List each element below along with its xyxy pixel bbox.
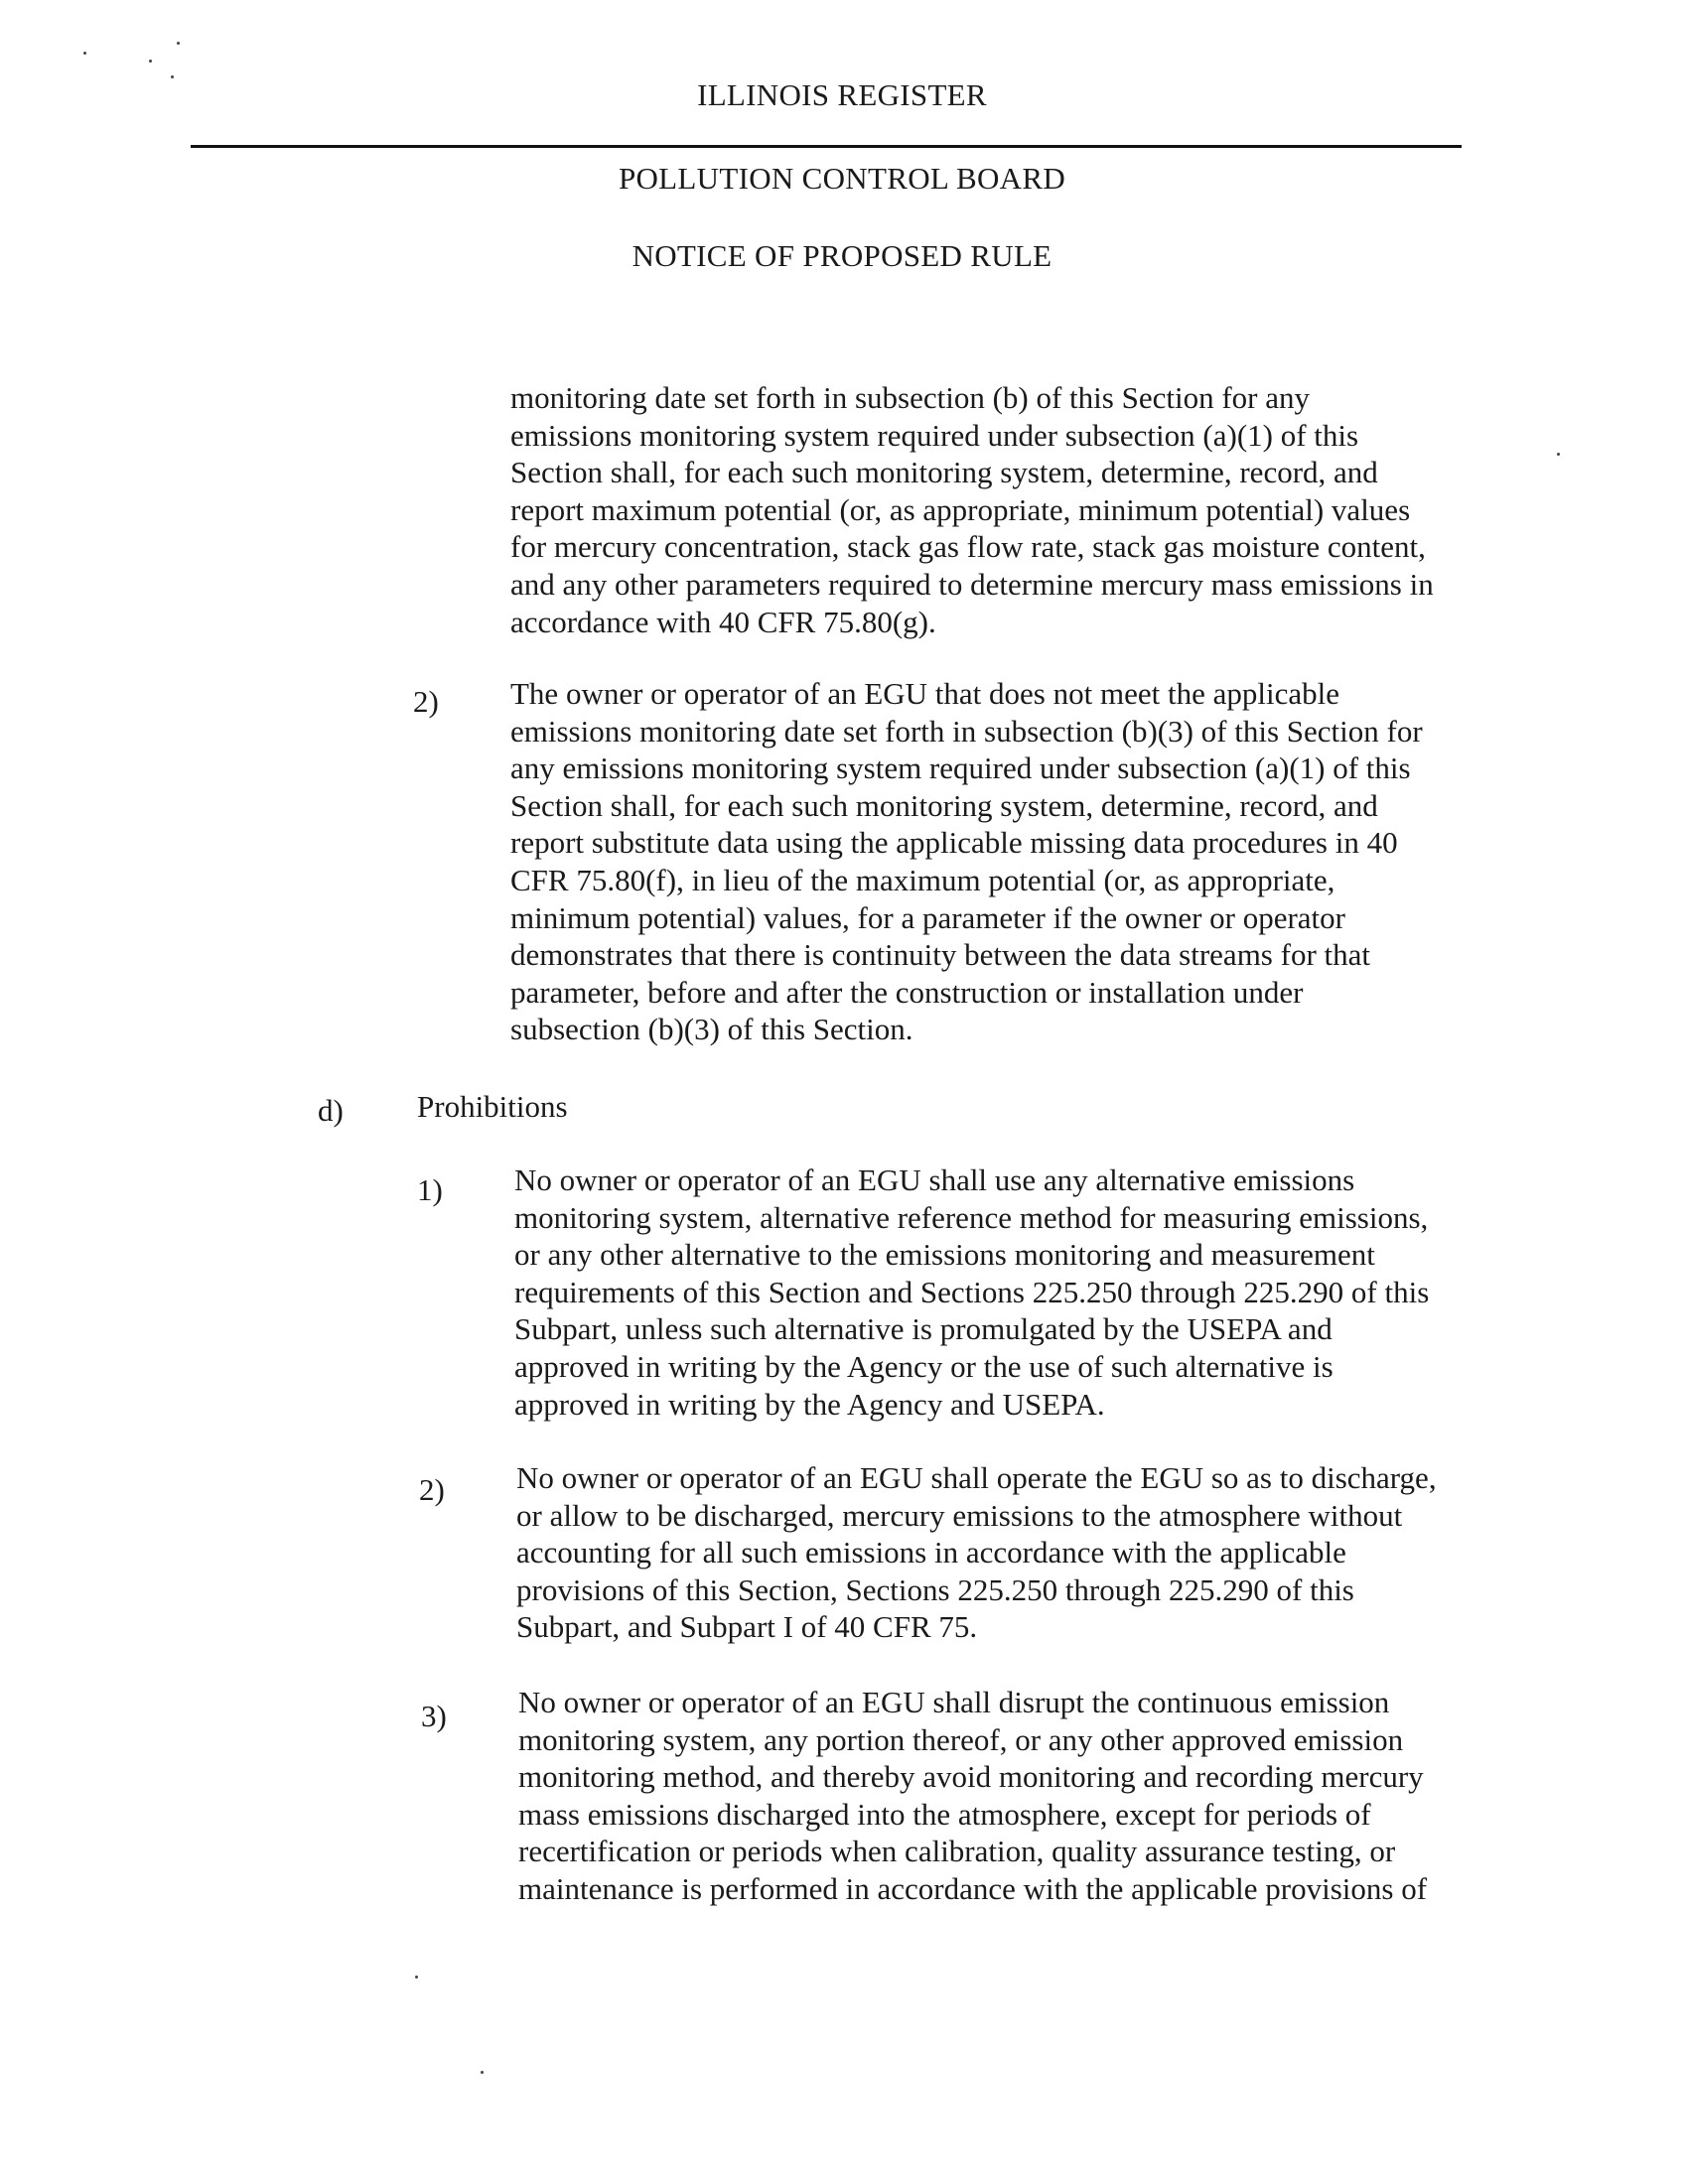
- text-line: report maximum potential (or, as appropriate, minimum potential) values: [510, 491, 1411, 527]
- text-line: maintenance is performed in accordance with the applicable provisions of: [518, 1870, 1428, 1906]
- text-line: subsection (b)(3) of this Section.: [510, 1012, 913, 1047]
- item-label: 3): [421, 1699, 447, 1733]
- text-line: provisions of this Section, Sections 225.250 through 225.290 of this: [516, 1571, 1354, 1607]
- item-label: 1): [417, 1172, 443, 1207]
- text-line: CFR 75.80(f), in lieu of the maximum potential (or, as appropriate,: [510, 862, 1335, 897]
- text-line: any emissions monitoring system required under subsection (a)(1) of this: [510, 751, 1411, 786]
- text-line: recertification or periods when calibration, quality assurance testing, or: [518, 1834, 1396, 1869]
- text-line: requirements of this Section and Sections 225.250 through 225.290 of this: [514, 1274, 1430, 1309]
- text-line: Section shall, for each such monitoring system, determine, record, and: [510, 455, 1378, 490]
- text-line: mass emissions discharged into the atmosphere, except for periods of: [518, 1796, 1371, 1832]
- text-line: or any other alternative to the emissions monitoring and measurement: [514, 1237, 1375, 1273]
- text-line: approved in writing by the Agency or the use of such alternative is: [514, 1348, 1333, 1384]
- text-line: monitoring date set forth in subsection (b) of this Section for any: [510, 380, 1310, 415]
- scan-speck: [83, 52, 86, 55]
- scan-speck: [481, 2071, 484, 2074]
- text-line: monitoring system, any portion thereof, or any other approved emission: [518, 1721, 1404, 1757]
- item-label: 2): [419, 1472, 445, 1507]
- item-label: 2): [413, 684, 439, 719]
- text-line: parameter, before and after the construction or installation under: [510, 974, 1304, 1010]
- text-line: No owner or operator of an EGU shall operate the EGU so as to discharge,: [516, 1460, 1437, 1495]
- section-label: d): [318, 1093, 344, 1128]
- text-line: monitoring method, and thereby avoid monitoring and recording mercury: [518, 1759, 1424, 1795]
- text-line: accordance with 40 CFR 75.80(g).: [510, 604, 936, 639]
- text-line: minimum potential) values, for a parameter if the owner or operator: [510, 899, 1345, 935]
- text-line: No owner or operator of an EGU shall use any alternative emissions: [514, 1162, 1355, 1197]
- text-line: Section shall, for each such monitoring system, determine, record, and: [510, 787, 1378, 823]
- register-title: ILLINOIS REGISTER: [697, 77, 987, 112]
- scan-speck: [149, 60, 152, 63]
- header-rule: [191, 145, 1462, 148]
- text-line: for mercury concentration, stack gas flow rate, stack gas moisture content,: [510, 529, 1426, 565]
- item-paragraph: [514, 1161, 1429, 1423]
- text-line: report substitute data using the applicable missing data procedures in 40: [510, 825, 1398, 861]
- text-line: approved in writing by the Agency and USEPA.: [514, 1386, 1105, 1422]
- item-paragraph: [516, 1459, 1437, 1646]
- board-title: POLLUTION CONTROL BOARD: [618, 161, 1066, 196]
- text-line: Subpart, unless such alternative is promulgated by the USEPA and: [514, 1311, 1333, 1347]
- continuation-paragraph: [510, 379, 1434, 640]
- notice-title: NOTICE OF PROPOSED RULE: [632, 238, 1052, 273]
- text-line: or allow to be discharged, mercury emissions to the atmosphere without: [516, 1497, 1403, 1533]
- scan-speck: [415, 1976, 418, 1979]
- section-title: Prohibitions: [417, 1089, 568, 1124]
- scan-speck: [1557, 453, 1560, 456]
- text-line: and any other parameters required to determine mercury mass emissions in: [510, 566, 1434, 602]
- text-line: No owner or operator of an EGU shall disrupt the continuous emission: [518, 1685, 1390, 1719]
- text-line: emissions monitoring date set forth in subsection (b)(3) of this Section for: [510, 713, 1423, 749]
- text-line: monitoring system, alternative reference method for measuring emissions,: [514, 1199, 1429, 1235]
- text-line: emissions monitoring system required under subsection (a)(1) of this: [510, 417, 1359, 453]
- text-line: Subpart, and Subpart I of 40 CFR 75.: [516, 1609, 978, 1645]
- scan-speck: [177, 42, 180, 45]
- text-line: The owner or operator of an EGU that does not meet the applicable: [510, 676, 1339, 711]
- item-paragraph: [510, 675, 1423, 1048]
- text-line: accounting for all such emissions in accordance with the applicable: [516, 1535, 1346, 1570]
- item-paragraph: [518, 1684, 1427, 1908]
- text-line: demonstrates that there is continuity between the data streams for that: [510, 937, 1371, 973]
